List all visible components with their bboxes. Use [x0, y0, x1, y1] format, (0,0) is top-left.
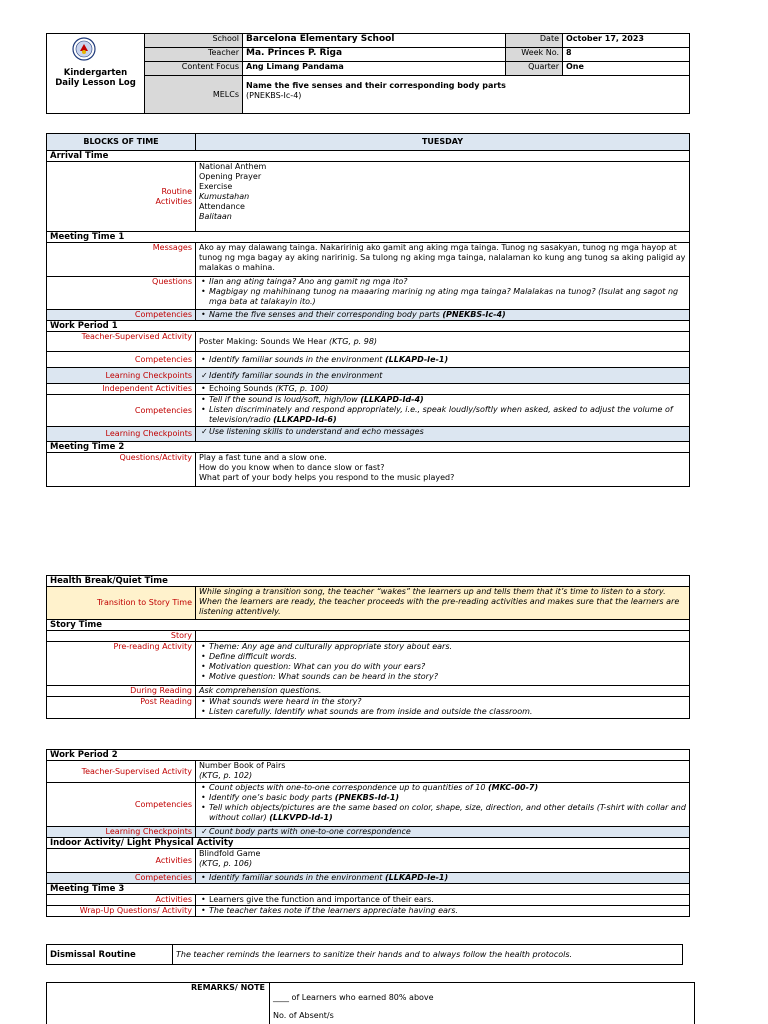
- competency-code: (MKC-00-7): [487, 783, 539, 792]
- m3-activities-label: Activities: [47, 895, 196, 906]
- messages-text: Ako ay may dalawang tainga. Nakaririnig ako gamit ang aking mga tainga. Tunog ng sasakyan, tunog ng mga hayop at tunog ng mga bagay ay aking naririnig. Sa tulong ng aking mga tainga, nalalaman ko kung ang tunog sa aking paligid ay malakas o mahina.: [196, 243, 690, 277]
- question-item: • Magbigay ng mahihinang tunog na maaaring marinig ng ating mga tainga? Malalakas na tunog? (Isulat ang sagot ng mga bata at talakayin ito.): [199, 287, 686, 307]
- title-line2: Daily Lesson Log: [55, 78, 136, 88]
- wrapup-cell: [196, 906, 690, 917]
- w1-competencies2-label: Competencies: [47, 395, 196, 427]
- title-cell: [47, 34, 145, 114]
- w2-checkpoints-label: Learning Checkpoints: [47, 827, 196, 838]
- qa-line: How do you know when to dance slow or fast?: [199, 463, 385, 472]
- list-item: Exercise: [199, 182, 233, 191]
- list-item: • Listen carefully. Identify what sounds are from inside and outside the classroom.: [199, 707, 686, 717]
- list-item: Balitaan: [199, 212, 232, 221]
- indoor-competencies-cell: [196, 873, 690, 884]
- arrival-items: [196, 162, 690, 232]
- melcs-label: MELCs: [145, 76, 243, 114]
- ia-label: Independent Activities: [47, 384, 196, 395]
- checkpoint-text: ✓ Count body parts with one-to-one correspondence: [199, 827, 686, 837]
- qa-line: Play a fast tune and a slow one.: [199, 453, 327, 462]
- indoor-title: Indoor Activity/ Light Physical Activity: [47, 838, 690, 849]
- competency-text: Identify one’s basic body parts: [209, 793, 335, 802]
- transition-text: While singing a transition song, the teacher “wakes” the learners up and tells them that it’s time to listen to a story. When the learners are ready, the teacher proceeds with the pre-reading activities and makes sure that the learners are listening attentively.: [196, 587, 690, 620]
- week-value: 8: [563, 48, 690, 62]
- competency-code: (LLKAPD-Ie-1): [384, 873, 449, 882]
- melcs-value: Name the five senses and their corresponding body parts: [246, 81, 506, 90]
- col-blocks-header: BLOCKS OF TIME: [47, 134, 196, 151]
- w1-checkpoints2-cell: [196, 427, 690, 442]
- wrapup-label: Wrap-Up Questions/ Activity: [47, 906, 196, 917]
- messages-label: Messages: [47, 243, 196, 277]
- w1-checkpoints-cell: [196, 368, 690, 384]
- content-focus-label: Content Focus: [145, 62, 243, 76]
- list-item: Kumustahan: [199, 192, 250, 201]
- meeting3-title: Meeting Time 3: [47, 884, 690, 895]
- competency-text: Identify familiar sounds in the environment: [209, 354, 385, 364]
- transition-label: Transition to Story Time: [47, 587, 196, 620]
- blocks-table-3: [46, 749, 690, 917]
- story-title: Story Time: [47, 620, 690, 631]
- date-value: October 17, 2023: [563, 34, 690, 48]
- competencies-cell: [196, 310, 690, 321]
- questions-label: Questions: [47, 277, 196, 310]
- list-item: • Define difficult words.: [199, 652, 686, 662]
- col-day-header: TUESDAY: [196, 134, 690, 151]
- list-item: • Theme: Any age and culturally appropriate story about ears.: [199, 642, 686, 652]
- tsa-text: Poster Making: Sounds We Hear: [199, 336, 330, 346]
- post-reading-cell: [196, 697, 690, 719]
- competency-code: (PNEKBS-Id-1): [334, 793, 400, 802]
- m3-activities-cell: [196, 895, 690, 906]
- routine-activities-label: [47, 162, 196, 232]
- w1-competencies-label: Competencies: [47, 352, 196, 368]
- list-item: National Anthem: [199, 162, 267, 171]
- competency-code: (LLKVPD-Id-1): [269, 813, 333, 822]
- work1-title: Work Period 1: [47, 321, 690, 332]
- quarter-label: Quarter: [506, 62, 563, 76]
- w2-competencies-label: Competencies: [47, 783, 196, 827]
- activities-label: Activities: [155, 196, 192, 206]
- activity-text: Blindfold Game: [199, 849, 261, 858]
- competency-code: (LLKAPD-Id-6): [273, 415, 337, 424]
- pre-reading-label: Pre-reading Activity: [47, 642, 196, 686]
- list-item: • Motivation question: What can you do with your ears?: [199, 662, 686, 672]
- week-label: Week No.: [506, 48, 563, 62]
- work2-title: Work Period 2: [47, 750, 690, 761]
- list-item: Opening Prayer: [199, 172, 262, 181]
- dismissal-table: [46, 944, 683, 965]
- questions-cell: [196, 277, 690, 310]
- w1-competencies2-cell: [196, 395, 690, 427]
- during-reading-text: Ask comprehension questions.: [196, 686, 690, 697]
- remarks-cell: [270, 983, 695, 1024]
- w1-checkpoints2-label: Learning Checkpoints: [47, 427, 196, 442]
- competency-text: Tell which objects/pictures are the same based on color, shape, size, direction, and other details (T-shirt with collar and without collar): [209, 803, 686, 822]
- ia-ref: (KTG, p. 100): [275, 384, 329, 393]
- list-item: • Motive question: What sounds can be heard in the story?: [199, 672, 686, 682]
- meeting1-title: Meeting Time 1: [47, 232, 690, 243]
- routine-label: Routine: [161, 186, 192, 196]
- checkpoint-text: ✓ Use listening skills to understand and echo messages: [199, 427, 686, 437]
- list-item: • What sounds were heard in the story?: [199, 697, 686, 707]
- competency-code: (LLKAPD-Ie-1): [384, 354, 449, 364]
- competencies-label: Competencies: [47, 310, 196, 321]
- tsa-ref: (KTG, p. 98): [329, 336, 378, 346]
- school-label: School: [145, 34, 243, 48]
- competency-code: (PNEKBS-Ic-4): [442, 310, 506, 319]
- health-title: Health Break/Quiet Time: [47, 576, 690, 587]
- list-item: Attendance: [199, 202, 245, 211]
- teacher-label: Teacher: [145, 48, 243, 62]
- content-focus-value: Ang Limang Pandama: [243, 62, 506, 76]
- ia-cell: [196, 384, 690, 395]
- w2-tsa-label: Teacher-Supervised Activity: [47, 761, 196, 783]
- wrapup-text: • The teacher takes note if the learners appreciate having ears.: [199, 906, 686, 916]
- qa-line: What part of your body helps you respond to the music played?: [199, 473, 455, 482]
- melcs-cell: [243, 76, 690, 114]
- school-value: Barcelona Elementary School: [243, 34, 506, 48]
- story-value: [196, 631, 690, 642]
- post-reading-label: Post Reading: [47, 697, 196, 719]
- blocks-table-2: [46, 575, 690, 719]
- story-label: Story: [47, 631, 196, 642]
- indoor-activities-cell: [196, 849, 690, 873]
- ia-text: Echoing Sounds: [209, 384, 276, 393]
- competency-text: Name the five senses and their corresponding body parts: [209, 310, 443, 319]
- pre-reading-cell: [196, 642, 690, 686]
- indoor-activities-label: Activities: [47, 849, 196, 873]
- checkpoint-text: ✓ Identify familiar sounds in the environment: [199, 371, 686, 381]
- date-label: Date: [506, 34, 563, 48]
- blocks-table-1: [46, 133, 690, 487]
- tsa-label: Teacher-Supervised Activity: [47, 332, 196, 352]
- w1-competencies-cell: [196, 352, 690, 368]
- w2-competencies-cell: [196, 783, 690, 827]
- tsa-cell: [196, 332, 690, 352]
- remarks-table: [46, 982, 695, 1024]
- w1-checkpoints-label: Learning Checkpoints: [47, 368, 196, 384]
- question-item: • Ilan ang ating tainga? Ano ang gamit ng mga ito?: [199, 277, 686, 287]
- qa-cell: [196, 453, 690, 487]
- competency-text: Identify familiar sounds in the environment: [209, 873, 385, 882]
- remarks-line: No. of Absent/s: [273, 1011, 334, 1020]
- competency-text: Count objects with one-to-one correspondence up to quantities of 10: [209, 783, 488, 792]
- header-table: [46, 33, 690, 114]
- competency-text: Listen discriminately and respond appropriately, i.e., speak loudly/softly when asked, asked to adjust the volume of television/radio: [209, 405, 673, 424]
- dismissal-title: Dismissal Routine: [47, 945, 173, 965]
- quarter-value: One: [563, 62, 690, 76]
- during-reading-label: During Reading: [47, 686, 196, 697]
- teacher-value: Ma. Princes P. Riga: [243, 48, 506, 62]
- melcs-code: (PNEKBS-Ic-4): [246, 91, 302, 100]
- dismissal-text: The teacher reminds the learners to sanitize their hands and to always follow the health protocols.: [173, 945, 683, 965]
- meeting2-title: Meeting Time 2: [47, 442, 690, 453]
- remarks-line: ____ of Learners who earned 80% above: [273, 993, 434, 1002]
- remarks-title: REMARKS/ NOTE: [47, 983, 270, 1024]
- activity-text: • Learners give the function and importance of their ears.: [199, 895, 686, 905]
- tsa-text: Number Book of Pairs: [199, 761, 286, 770]
- w2-checkpoints-cell: [196, 827, 690, 838]
- w2-tsa-cell: [196, 761, 690, 783]
- title-line1: Kindergarten: [63, 68, 128, 78]
- tsa-ref: (KTG, p. 102): [199, 771, 253, 780]
- indoor-competencies-label: Competencies: [47, 873, 196, 884]
- competency-code: (LLKAPD-Id-4): [360, 395, 424, 404]
- activity-ref: (KTG, p. 106): [199, 859, 253, 868]
- competency-text: Tell if the sound is loud/soft, high/low: [209, 395, 361, 404]
- arrival-title: Arrival Time: [47, 151, 690, 162]
- qa-label: Questions/Activity: [47, 453, 196, 487]
